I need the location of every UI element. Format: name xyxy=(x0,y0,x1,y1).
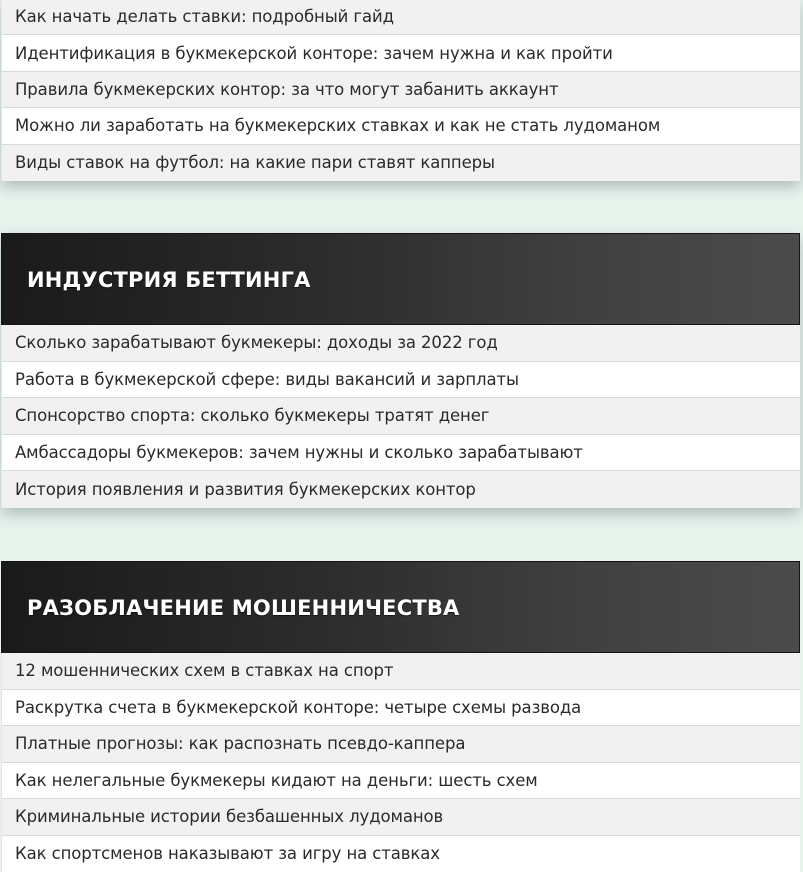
list-item[interactable] xyxy=(1,726,800,763)
article-link[interactable]: Как начать делать ставки: подробный гайд xyxy=(15,7,394,26)
article-link[interactable]: История появления и развития букмекерских контор xyxy=(15,480,476,499)
list-item[interactable] xyxy=(1,653,800,690)
article-link[interactable]: 12 мошеннических схем в ставках на спорт xyxy=(15,661,393,680)
article-link[interactable]: Правила букмекерских контор: за что могут забанить аккаунт xyxy=(15,80,559,99)
list-item[interactable] xyxy=(1,435,800,472)
section-title: РАЗОБЛАЧЕНИЕ МОШЕННИЧЕСТВА xyxy=(27,596,460,620)
list-item[interactable] xyxy=(1,836,800,872)
article-link[interactable]: Идентификация в букмекерской конторе: зачем нужна и как пройти xyxy=(15,44,613,63)
section-fraud-exposure xyxy=(1,561,800,872)
article-link[interactable]: Платные прогнозы: как распознать псевдо-каппера xyxy=(15,734,465,753)
article-link[interactable]: Криминальные истории безбашенных лудоманов xyxy=(15,807,443,826)
list-item[interactable] xyxy=(1,0,800,35)
list-item[interactable] xyxy=(1,325,800,362)
article-link[interactable]: Амбассадоры букмекеров: зачем нужны и сколько зарабатывают xyxy=(15,443,583,462)
article-link[interactable]: Раскрутка счета в букмекерской конторе: четыре схемы развода xyxy=(15,698,581,717)
section-title: ИНДУСТРИЯ БЕТТИНГА xyxy=(27,268,311,292)
list-item[interactable] xyxy=(1,690,800,727)
article-link[interactable]: Можно ли заработать на букмекерских ставках и как не стать лудоманом xyxy=(15,116,660,135)
article-link[interactable]: Сколько зарабатывают букмекеры: доходы за 2022 год xyxy=(15,333,498,352)
list-item[interactable] xyxy=(1,108,800,144)
list-item[interactable] xyxy=(1,763,800,800)
list-item[interactable] xyxy=(1,35,800,71)
list-item[interactable] xyxy=(1,799,800,836)
article-list xyxy=(1,325,800,508)
list-item[interactable] xyxy=(1,72,800,108)
article-link[interactable]: Спонсорство спорта: сколько букмекеры тратят денег xyxy=(15,406,489,425)
list-item[interactable] xyxy=(1,471,800,508)
article-list xyxy=(1,653,800,872)
article-link[interactable]: Работа в букмекерской сфере: виды вакансий и зарплаты xyxy=(15,370,519,389)
article-list xyxy=(1,0,800,181)
section-header xyxy=(1,561,800,653)
section-betting-basics xyxy=(1,0,800,181)
article-link[interactable]: Как нелегальные букмекеры кидают на деньги: шесть схем xyxy=(15,771,538,790)
list-item[interactable] xyxy=(1,398,800,435)
section-header xyxy=(1,233,800,325)
list-item[interactable] xyxy=(1,362,800,399)
article-link[interactable]: Как спортсменов наказывают за игру на ставках xyxy=(15,844,440,863)
list-item[interactable] xyxy=(1,145,800,181)
article-link[interactable]: Виды ставок на футбол: на какие пари ставят капперы xyxy=(15,153,495,172)
section-betting-industry xyxy=(1,233,800,508)
